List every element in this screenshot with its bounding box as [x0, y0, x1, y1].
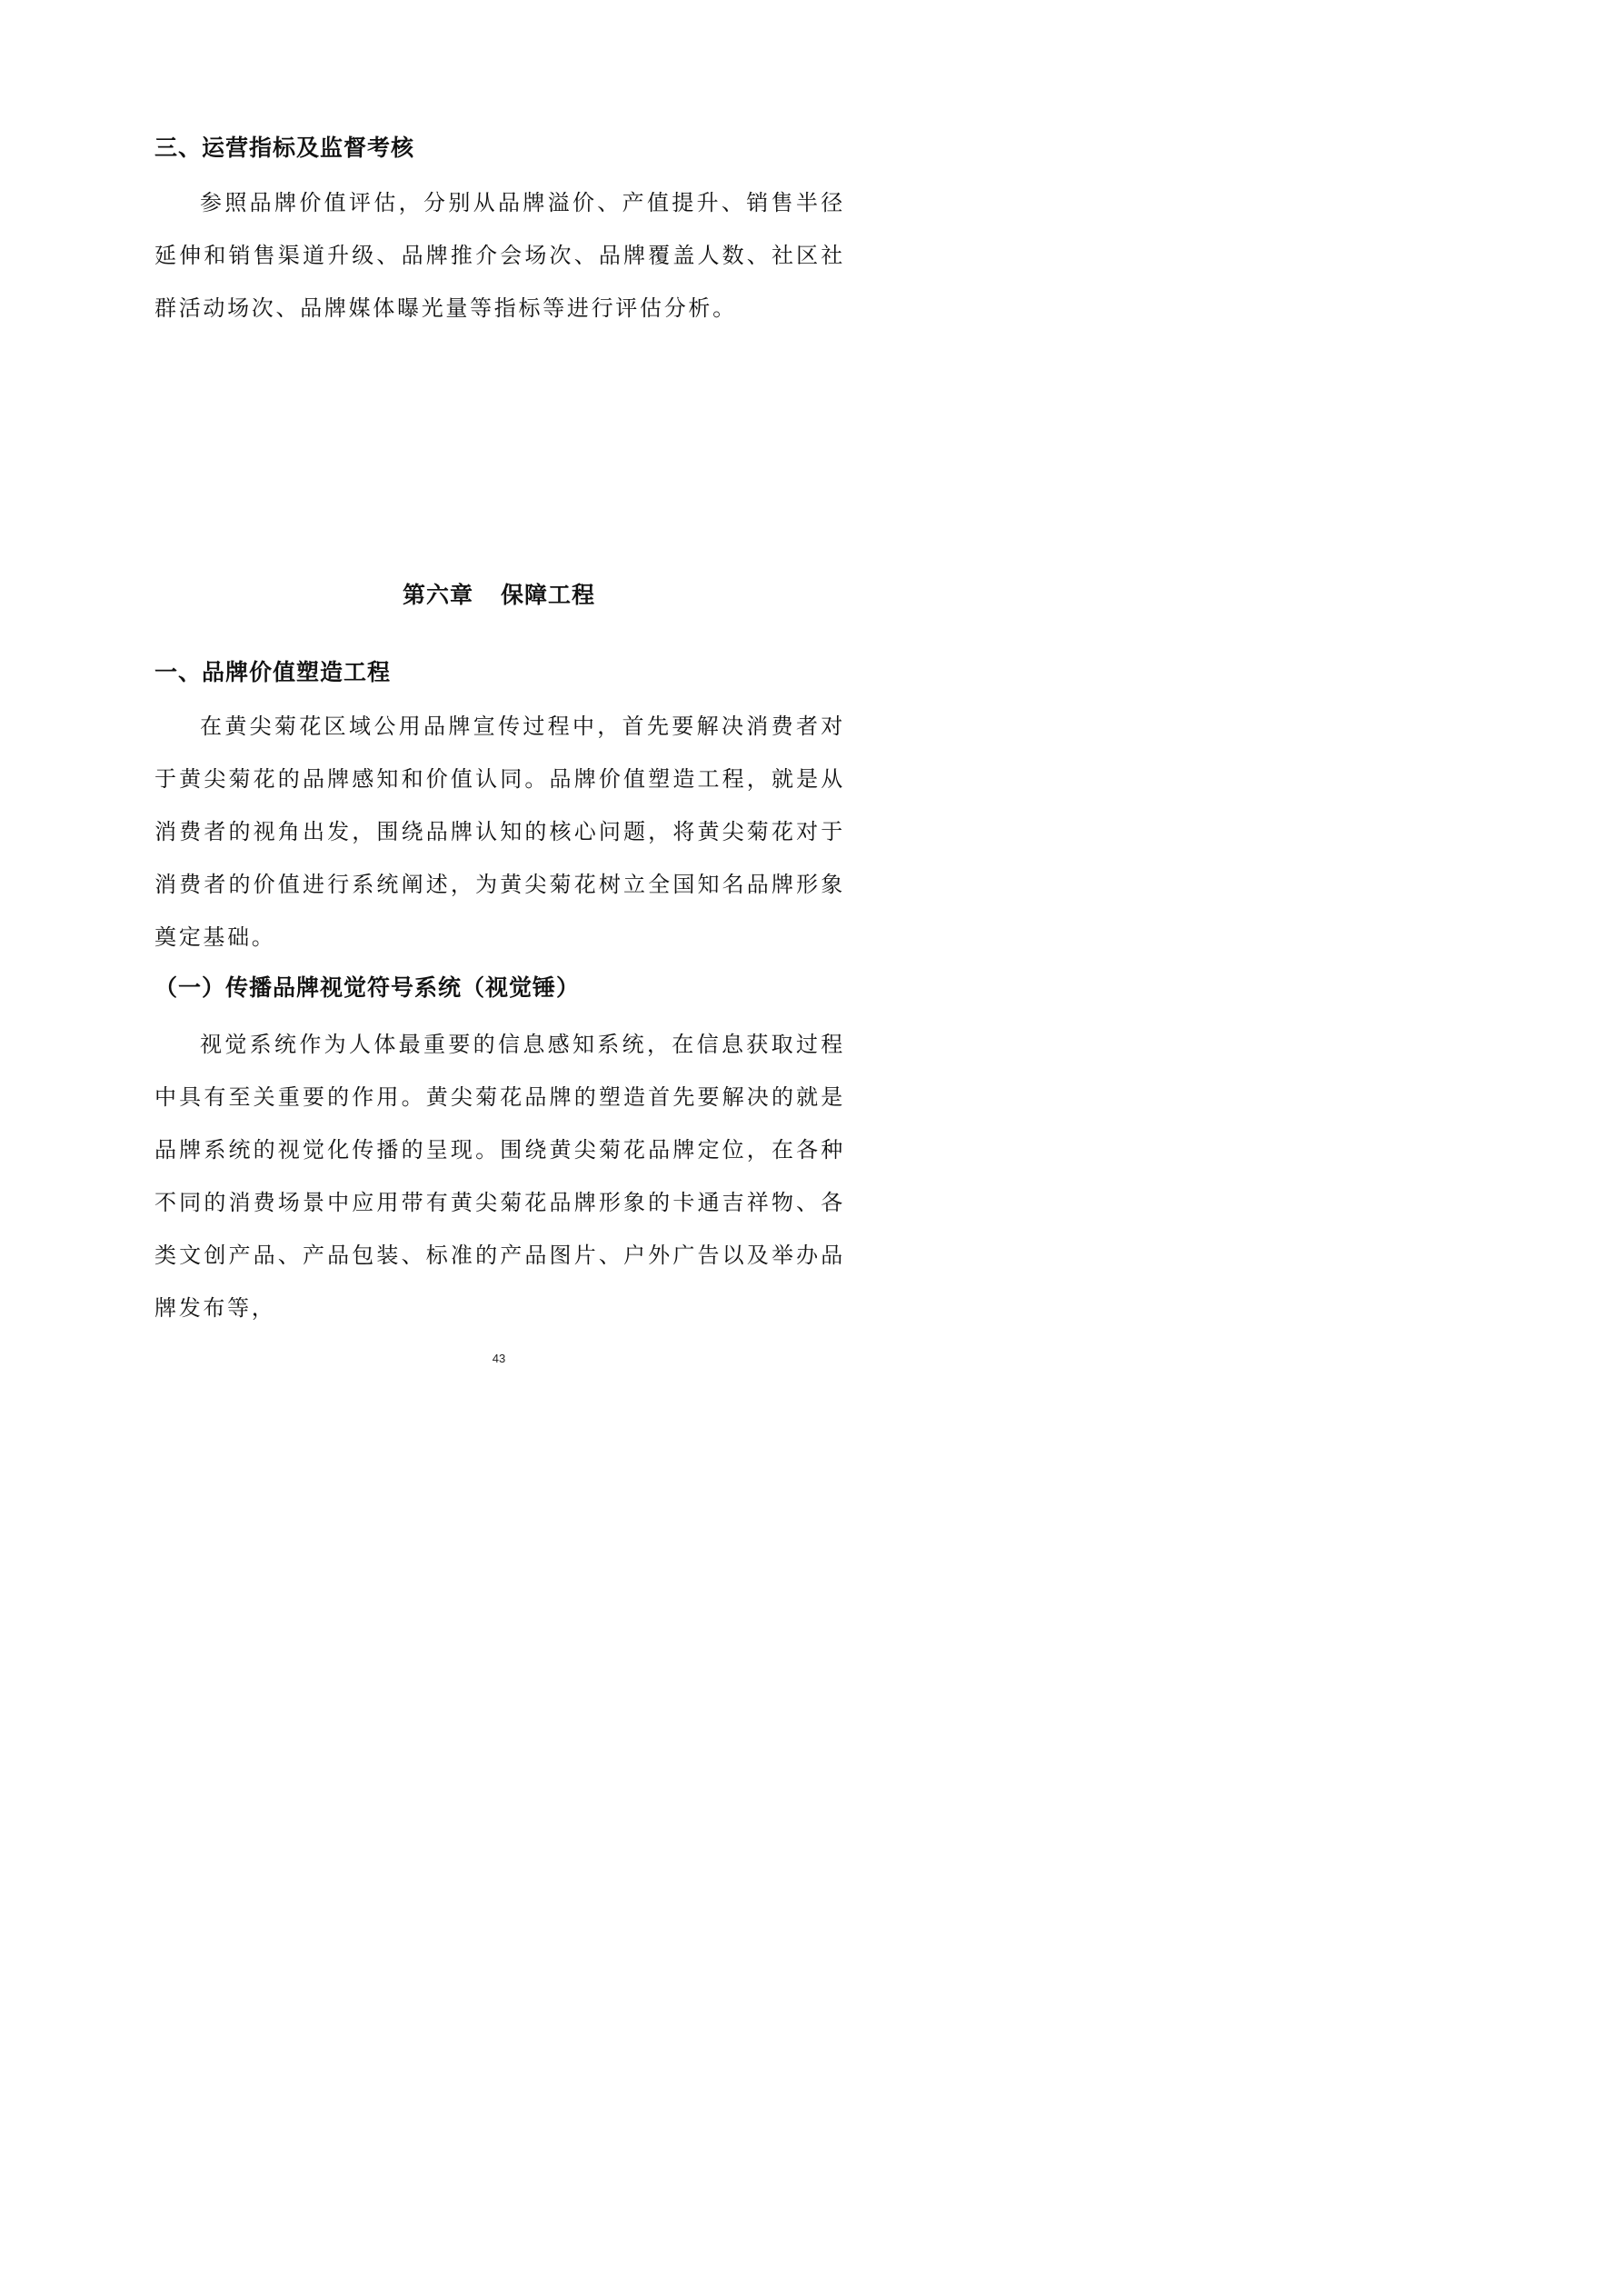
section-heading-operations-metrics: 三、运营指标及监督考核 [154, 135, 415, 161]
section-heading-brand-value: 一、品牌价值塑造工程 [154, 659, 392, 685]
page-number: 43 [492, 1352, 506, 1365]
chapter-title: 保障工程 [501, 582, 596, 608]
paragraph-operations-metrics: 参照品牌价值评估，分别从品牌溢价、产值提升、销售半径延伸和销售渠道升级、品牌推介会场次、品牌覆盖人数、社区社群活动场次、品牌媒体曝光量等指标等进行评估分析。 [154, 190, 845, 321]
chapter-heading [0, 582, 998, 609]
paragraph-visual-symbol: 视觉系统作为人体最重要的信息感知系统，在信息获取过程中具有至关重要的作用。黄尖菊花品牌的塑造首先要解决的就是品牌系统的视觉化传播的呈现。围绕黄尖菊花品牌定位，在各种不同的消费场景中应用带有黄尖菊花品牌形象的卡通吉祥物、各类文创产品、产品包装、标准的产品图片、户外广告以及举办品牌发布等， [154, 1032, 845, 1321]
chapter-number: 第六章 [402, 582, 473, 608]
paragraph-brand-value: 在黄尖菊花区域公用品牌宣传过程中，首先要解决消费者对于黄尖菊花的品牌感知和价值认同。品牌价值塑造工程，就是从消费者的视角出发，围绕品牌认知的核心问题，将黄尖菊花对于消费者的价值进行系统阐述，为黄尖菊花树立全国知名品牌形象奠定基础。 [154, 714, 845, 950]
document-page [0, 0, 998, 1411]
subsection-heading-visual-symbol: （一）传播品牌视觉符号系统（视觉锤） [154, 974, 581, 1001]
